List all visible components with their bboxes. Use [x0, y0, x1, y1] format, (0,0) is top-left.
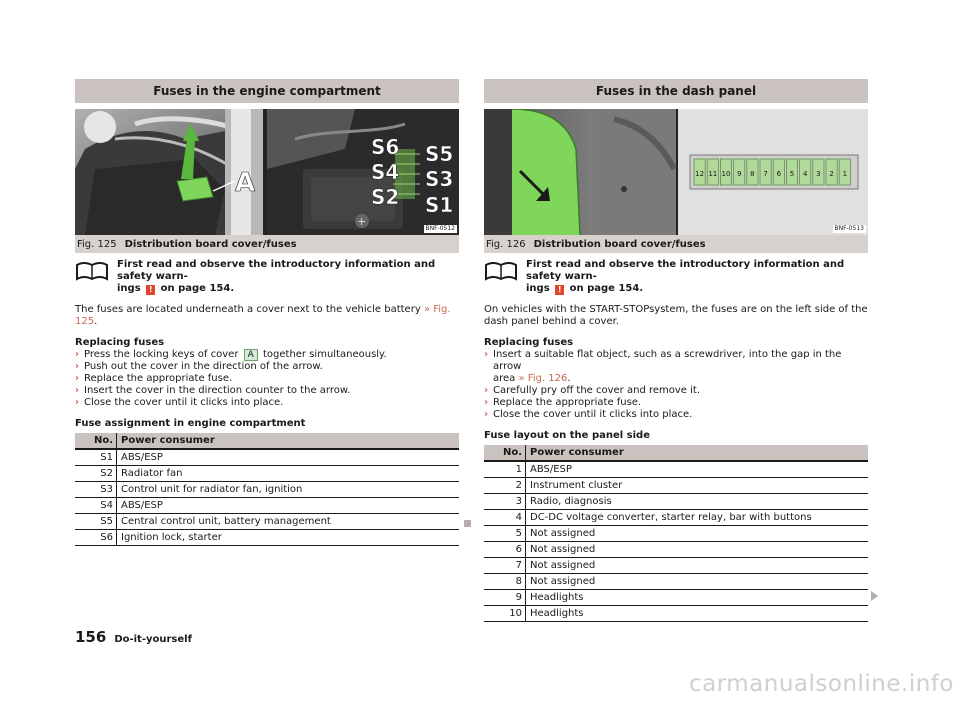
- steps-list: [484, 349, 868, 421]
- step-text: Close the cover until it clicks into place.: [493, 409, 693, 420]
- warning-icon: !: [146, 285, 155, 295]
- table-row: [75, 449, 459, 466]
- chevron-right-icon: ›: [484, 385, 489, 396]
- column-header-no: No.: [75, 433, 117, 449]
- fuse-number: S6: [75, 530, 117, 546]
- chevron-right-icon: ›: [484, 349, 489, 360]
- dash-panel-illustration: [484, 109, 868, 235]
- step-item: [484, 349, 868, 385]
- power-consumer: Ignition lock, starter: [117, 530, 460, 546]
- warning-icon: !: [555, 285, 564, 295]
- step-text: Carefully pry off the cover and remove it.: [493, 385, 700, 396]
- safety-note: [484, 259, 868, 295]
- intro-line-1: On vehicles with the START-STOPsystem, the fuses are on the left side of the: [484, 304, 868, 315]
- power-consumer: Not assigned: [526, 574, 869, 590]
- page-number: 156: [75, 628, 107, 646]
- fuse-slot-number: 3: [816, 170, 821, 178]
- table-row: [484, 478, 868, 494]
- fuse-slot-number: 8: [750, 170, 755, 178]
- table-row: [484, 494, 868, 510]
- chevron-right-icon: ›: [75, 349, 80, 360]
- open-book-icon: [484, 259, 518, 281]
- page-footer: [75, 628, 192, 646]
- step-1-start: Press the locking keys of cover: [84, 349, 239, 360]
- table-row: [484, 590, 868, 606]
- step-item: [75, 385, 459, 397]
- chevron-right-icon: ›: [75, 385, 80, 396]
- step-item: [484, 409, 868, 421]
- note-line-2-start: ings: [526, 283, 550, 294]
- note-line-1: First read and observe the introductory information and safety warn-: [117, 259, 436, 282]
- open-book-icon: [75, 259, 109, 281]
- intro-paragraph: [484, 304, 868, 328]
- intro-end: .: [94, 316, 98, 327]
- fuse-number: 9: [484, 590, 526, 606]
- column-header-no: No.: [484, 445, 526, 461]
- fuse-number: S3: [75, 482, 117, 498]
- fuse-slot-number: 6: [776, 170, 782, 178]
- fuse-label-s4: S4: [371, 160, 400, 184]
- left-column: [75, 79, 459, 546]
- step-item: [75, 349, 459, 361]
- chevron-right-icon: ›: [484, 409, 489, 420]
- fuse-slot-number: 10: [721, 170, 731, 178]
- fuse-number: 1: [484, 461, 526, 478]
- fuse-number: S5: [75, 514, 117, 530]
- fuse-slot-number: 9: [736, 170, 742, 178]
- table-row: [75, 498, 459, 514]
- continue-triangle-icon: [871, 591, 878, 601]
- power-consumer: ABS/ESP: [117, 449, 460, 466]
- step-text: Push out the cover in the direction of the arrow.: [84, 361, 323, 372]
- power-consumer: Not assigned: [526, 526, 869, 542]
- power-consumer: Central control unit, battery management: [117, 514, 460, 530]
- table-row: [484, 606, 868, 622]
- step-item: [484, 397, 868, 409]
- end-square-icon: [464, 520, 471, 527]
- chevron-right-icon: ›: [75, 373, 80, 384]
- fuse-table-heading: Fuse assignment in engine compartment: [75, 418, 306, 429]
- table-row: [484, 574, 868, 590]
- engine-compartment-figure: [75, 109, 459, 235]
- fuse-number: 4: [484, 510, 526, 526]
- table-row: [75, 530, 459, 546]
- note-line-2-start: ings: [117, 283, 141, 294]
- column-header-consumer: Power consumer: [117, 433, 460, 449]
- fuse-slot-number: 7: [763, 170, 768, 178]
- power-consumer: Not assigned: [526, 542, 869, 558]
- table-row: [75, 514, 459, 530]
- table-row: [75, 466, 459, 482]
- fuse-table-heading: Fuse layout on the panel side: [484, 430, 650, 441]
- cover-label-a: A: [235, 168, 256, 198]
- power-consumer: Radiator fan: [117, 466, 460, 482]
- intro-paragraph: [75, 304, 459, 328]
- power-consumer: Control unit for radiator fan, ignition: [117, 482, 460, 498]
- fuse-slot-number: 11: [708, 170, 718, 178]
- power-consumer: ABS/ESP: [117, 498, 460, 514]
- step-1-line-1: Insert a suitable flat object, such as a screwdriver, into the gap in the arrow: [493, 349, 842, 372]
- engine-fuse-table: [75, 433, 459, 546]
- note-page-ref: on page 154.: [569, 283, 644, 294]
- fuse-number: 5: [484, 526, 526, 542]
- replacing-fuses-heading: Replacing fuses: [75, 337, 165, 348]
- chevron-right-icon: ›: [75, 361, 80, 372]
- table-row: [484, 558, 868, 574]
- left-section-heading: Fuses in the engine compartment: [75, 79, 459, 103]
- step-item: [75, 397, 459, 409]
- intro-line-2: dash panel behind a cover.: [484, 316, 619, 327]
- intro-text: The fuses are located underneath a cover next to the vehicle battery: [75, 304, 421, 315]
- power-consumer: Instrument cluster: [526, 478, 869, 494]
- fuse-number: 2: [484, 478, 526, 494]
- power-consumer: Radio, diagnosis: [526, 494, 869, 510]
- note-page-ref: on page 154.: [160, 283, 235, 294]
- power-consumer: Headlights: [526, 606, 869, 622]
- figure-title: Distribution board cover/fuses: [533, 238, 706, 250]
- figure-caption: [484, 235, 868, 253]
- fuse-label-s5: S5: [425, 142, 454, 166]
- note-line-1: First read and observe the introductory information and safety warn-: [526, 259, 845, 282]
- figure-code: BNF-0512: [425, 225, 455, 232]
- table-row: [484, 542, 868, 558]
- fuse-slot-number: 1: [842, 170, 848, 178]
- engine-compartment-illustration: [75, 109, 459, 235]
- cover-key-label: A: [244, 349, 258, 361]
- figure-title: Distribution board cover/fuses: [124, 238, 297, 250]
- power-consumer: Headlights: [526, 590, 869, 606]
- fuse-label-s6: S6: [371, 135, 400, 159]
- fuse-number: S2: [75, 466, 117, 482]
- fuse-label-s2: S2: [371, 185, 400, 209]
- replacing-fuses-heading: Replacing fuses: [484, 337, 574, 348]
- step-item: [75, 373, 459, 385]
- fuse-slot-number: 2: [829, 170, 834, 178]
- table-row: [484, 461, 868, 478]
- steps-list: [75, 349, 459, 409]
- column-header-consumer: Power consumer: [526, 445, 869, 461]
- chevron-right-icon: ›: [484, 397, 489, 408]
- safety-note: [75, 259, 459, 295]
- fuse-slot-number: 4: [802, 170, 808, 178]
- right-section-heading: Fuses in the dash panel: [484, 79, 868, 103]
- step-item: [75, 361, 459, 373]
- watermark: carmanualsonline.info: [688, 671, 954, 697]
- step-1-end: .: [567, 373, 571, 384]
- power-consumer: Not assigned: [526, 558, 869, 574]
- step-text: Replace the appropriate fuse.: [493, 397, 642, 408]
- fuse-slot-number: 12: [695, 170, 705, 178]
- fuse-number: 3: [484, 494, 526, 510]
- table-row: [484, 510, 868, 526]
- fuse-number: 8: [484, 574, 526, 590]
- figure-number: Fig. 125: [77, 238, 117, 250]
- step-text: Close the cover until it clicks into place.: [84, 397, 284, 408]
- step-item: [484, 385, 868, 397]
- dash-fuse-table: [484, 445, 868, 622]
- step-1-end: together simultaneously.: [262, 349, 387, 360]
- fuse-label-s1: S1: [425, 193, 454, 217]
- figure-link[interactable]: » Fig. 126: [518, 373, 568, 384]
- step-text: Insert the cover in the direction counter to the arrow.: [84, 385, 351, 396]
- step-text: Replace the appropriate fuse.: [84, 373, 233, 384]
- fuse-number: S1: [75, 449, 117, 466]
- figure-code: BNF-0513: [834, 225, 864, 232]
- svg-text:+: +: [357, 215, 367, 228]
- table-header-row: [484, 445, 868, 461]
- fuse-number: 6: [484, 542, 526, 558]
- table-row: [75, 482, 459, 498]
- fuse-slot-number: 5: [789, 170, 795, 178]
- table-header-row: [75, 433, 459, 449]
- fuse-number: S4: [75, 498, 117, 514]
- section-name: Do-it-yourself: [114, 634, 192, 645]
- table-row: [484, 526, 868, 542]
- right-column: [484, 79, 868, 622]
- figure-link[interactable]: » Fig. 125: [75, 304, 451, 327]
- power-consumer: DC-DC voltage converter, starter relay, bar with buttons: [526, 510, 869, 526]
- dash-panel-figure: [484, 109, 868, 235]
- chevron-right-icon: ›: [75, 397, 80, 408]
- fuse-number: 7: [484, 558, 526, 574]
- step-1-line-2: area: [493, 373, 516, 384]
- fuse-number: 10: [484, 606, 526, 622]
- power-consumer: ABS/ESP: [526, 461, 869, 478]
- figure-caption: [75, 235, 459, 253]
- figure-number: Fig. 126: [486, 238, 526, 250]
- fuse-label-s3: S3: [425, 167, 454, 191]
